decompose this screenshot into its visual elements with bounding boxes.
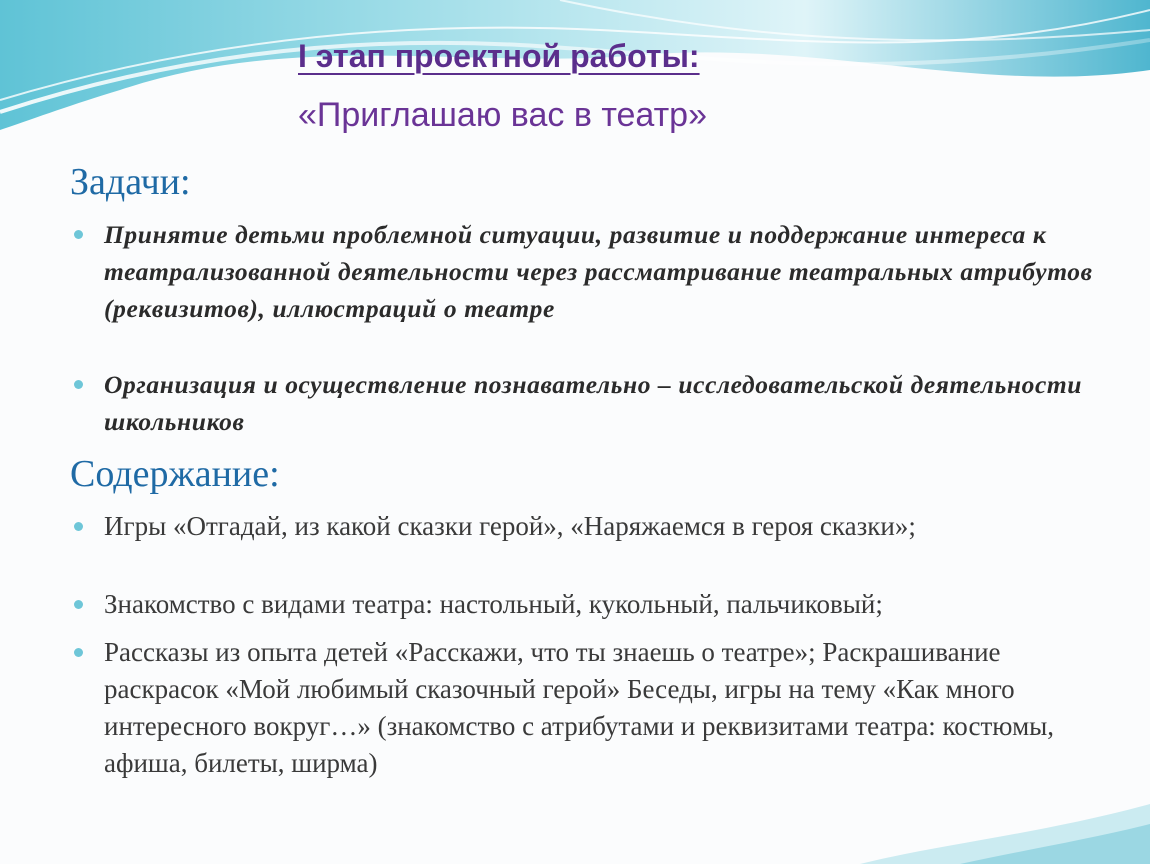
content-item bbox=[104, 634, 1114, 782]
slide-subtitle: «Приглашаю вас в театр» bbox=[298, 96, 707, 134]
bullet-icon bbox=[74, 380, 83, 389]
content-item bbox=[104, 508, 1114, 545]
content-item bbox=[104, 586, 1114, 623]
task-item-text: Организация и осуществление познавательно – исследовательской деятельности школьников bbox=[104, 370, 1083, 436]
bullet-icon bbox=[74, 648, 83, 657]
task-item-text: Принятие детьми проблемной ситуации, развитие и поддержание интереса к театрализованной деятельности через рассматривание театральных атрибутов (реквизитов), иллюстраций о театре bbox=[104, 220, 1093, 323]
content-item-text: Рассказы из опыта детей «Расскажи, что ты знаешь о театре»; Раскрашивание раскрасок «Мой любимый сказочный герой» Беседы, игры на тему «Как много интересного вокруг…» (знакомство с атрибутами и реквизитами театра: костюмы, афиша, билеты, ширма) bbox=[104, 637, 1055, 778]
task-item bbox=[104, 366, 1114, 440]
content-item-text: Игры «Отгадай, из какой сказки герой», «Наряжаемся в героя сказки»; bbox=[104, 511, 916, 541]
bullet-icon bbox=[74, 600, 83, 609]
tasks-heading: Задачи: bbox=[70, 161, 191, 203]
bullet-icon bbox=[74, 522, 83, 531]
bullet-icon bbox=[74, 230, 83, 239]
content-heading: Содержание: bbox=[70, 453, 280, 495]
content-item-text: Знакомство с видами театра: настольный, кукольный, пальчиковый; bbox=[104, 589, 883, 619]
bottom-wave-decoration bbox=[0, 804, 1150, 864]
slide-title: I этап проектной работы: bbox=[298, 38, 700, 74]
task-item bbox=[104, 216, 1114, 327]
